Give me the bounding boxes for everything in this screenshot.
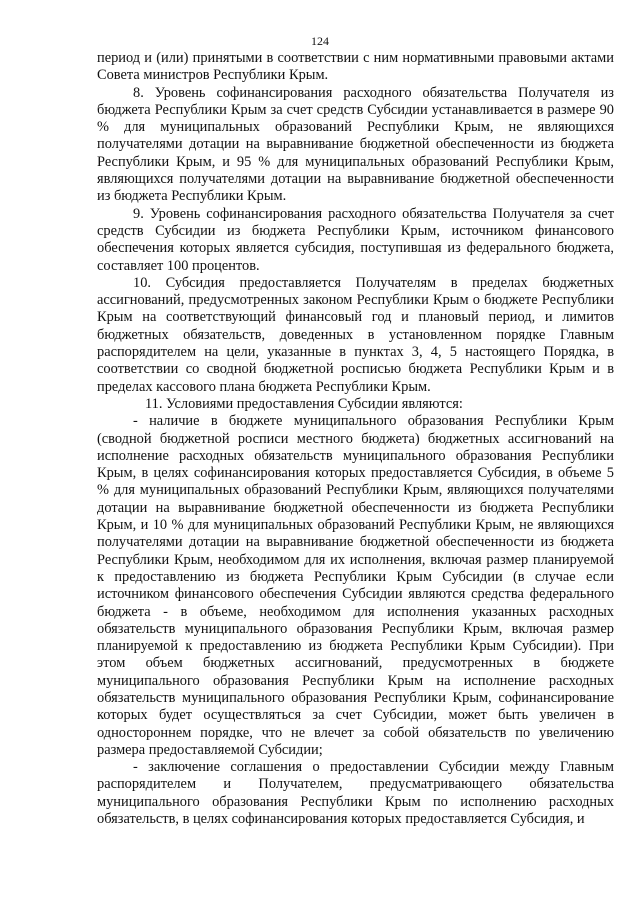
- paragraph-item-11: 11. Условиями предоставления Субсидии являются:: [145, 395, 463, 412]
- document-body: [97, 50, 614, 828]
- paragraph-condition-budget: - наличие в бюджете муниципального образования Республики Крым (сводной бюджетной росписи местного бюджета) бюджетных ассигнований на исполнение расходных обязательств муниципального образования Республики Крым, в целях софинансирования которых предоставляется Субсидия, в объеме 5 % для муниципальных образований Республики Крым, являющихся получателями дотации на выравнивание бюджетной обеспеченности из бюджета Республики Крым, и 10 % для муниципальных образований Республики Крым, не являющихся получателями дотации на выравнивание бюджетной обеспеченности из бюджета Республики Крым, необходимом для их исполнения, включая размер планируемой к предоставлению из бюджета Республики Крым Субсидии (в случае если источником финансового обеспечения Субсидии являются средства федерального бюджета - в объеме, необходимом для исполнения указанных расходных обязательств муниципального образования Республики Крым, включая размер планируемой к предоставлению из бюджета Республики Крым Субсидии). При этом объем бюджетных ассигнований, предусмотренных в бюджете муниципального образования Республики Крым на исполнение расходных обязательств муниципального образования Республики Крым, софинансирование которых будет осуществляться за счет Субсидии, может быть увеличен в одностороннем порядке, что не влечет за собой обязательств по увеличению размера предоставляемой Субсидии;: [97, 413, 614, 758]
- page-number: 124: [311, 34, 329, 48]
- paragraph-item-9: 9. Уровень софинансирования расходного обязательства Получателя за счет средств Субсидии из бюджета Республики Крым, источником финансового обеспечения которых является субсидия, поступившая из федерального бюджета, составляет 100 процентов.: [97, 205, 614, 274]
- paragraph-item-8: 8. Уровень софинансирования расходного обязательства Получателя из бюджета Республики Крым за счет средств Субсидии устанавливается в размере 90 % для муниципальных образований Республики Крым, не являющихся получателями дотации на выравнивание бюджетной обеспеченности из бюджета Республики Крым, и 95 % для муниципальных образований Республики Крым, являющихся получателями дотации на выравнивание бюджетной обеспеченности из бюджета Республики Крым.: [97, 84, 614, 205]
- paragraph-item-10: 10. Субсидия предоставляется Получателям в пределах бюджетных ассигнований, предусмотренных законом Республики Крым о бюджете Республики Крым на соответствующий финансовый год и плановый период, и лимитов бюджетных обязательств, доведенных в установленном порядке Главным распорядителем на цели, указанные в пунктах 3, 4, 5 настоящего Порядка, в соответствии со сводной бюджетной росписью бюджета Республики Крым и в пределах кассового плана бюджета Республики Крым.: [97, 274, 614, 395]
- paragraph-continuation: период и (или) принятыми в соответствии с ним нормативными правовыми актами Совета министров Республики Крым.: [97, 50, 614, 84]
- paragraph-condition-agreement: - заключение соглашения о предоставлении Субсидии между Главным распорядителем и Получателем, предусматривающего обязательства муниципального образования Республики Крым по исполнению расходных обязательств, в целях софинансирования которых предоставляется Субсидия, и: [97, 759, 614, 828]
